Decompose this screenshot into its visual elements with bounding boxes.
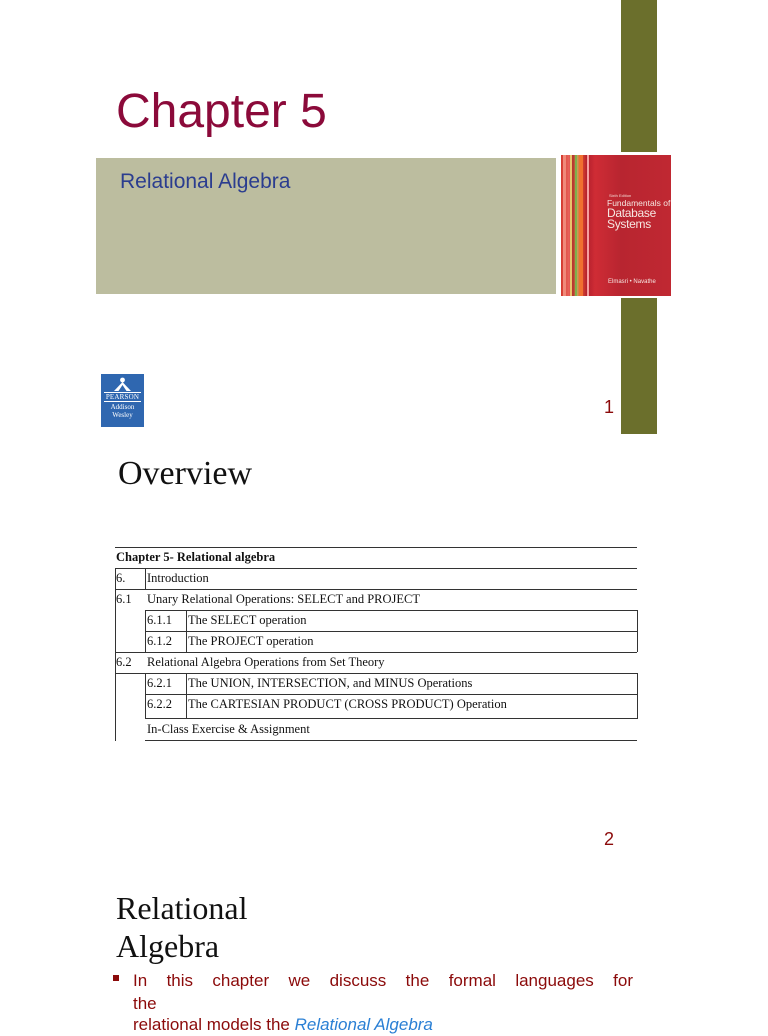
page-number: 1 bbox=[604, 397, 615, 417]
table-row-number: 6.2.2 bbox=[147, 697, 172, 711]
cover-stripe bbox=[587, 155, 589, 296]
cover-stripe bbox=[579, 155, 583, 296]
table-rule bbox=[145, 568, 146, 589]
table-rule bbox=[145, 740, 637, 741]
table-rule bbox=[145, 610, 146, 652]
book-cover-image bbox=[561, 155, 671, 296]
table-rule bbox=[115, 547, 637, 548]
slide-title: Relational Algebra bbox=[116, 890, 248, 964]
bullet-text-line2: the bbox=[133, 994, 157, 1013]
table-rule bbox=[145, 610, 637, 611]
pearson-figure-icon bbox=[101, 377, 144, 391]
table-row-text: The CARTESIAN PRODUCT (CROSS PRODUCT) Operation bbox=[188, 697, 507, 711]
pearson-logo-line3: Wesley bbox=[112, 411, 133, 419]
book-edition: Sixth Edition bbox=[609, 193, 632, 198]
toc-table bbox=[115, 547, 637, 742]
table-row-text: The SELECT operation bbox=[188, 613, 307, 627]
book-title-line2: Database bbox=[607, 206, 656, 220]
pearson-logo-line2: Addison bbox=[110, 403, 135, 411]
slide-title: Chapter 5 bbox=[116, 85, 327, 138]
table-rule bbox=[115, 652, 637, 653]
cover-stripe bbox=[570, 155, 572, 296]
bullet-icon bbox=[113, 975, 119, 981]
table-row-text: Relational Algebra Operations from Set Theory bbox=[147, 655, 385, 669]
table-rule bbox=[637, 673, 638, 719]
pearson-logo bbox=[101, 374, 144, 427]
table-rule bbox=[186, 673, 187, 719]
book-title-line1: Fundamentals of bbox=[607, 198, 671, 208]
slide-title: Overview bbox=[118, 455, 253, 492]
table-row-number: 6.1.1 bbox=[147, 613, 172, 627]
cover-stripe bbox=[563, 155, 566, 296]
bullet-text-prefix: relational models the bbox=[133, 1015, 295, 1034]
table-rule bbox=[145, 718, 637, 719]
table-row-text: The PROJECT operation bbox=[188, 634, 314, 648]
table-row-number: 6.2 bbox=[116, 655, 132, 669]
accent-bar-bottom bbox=[621, 298, 657, 434]
table-rule bbox=[145, 694, 637, 695]
table-row-text: In-Class Exercise & Assignment bbox=[147, 722, 310, 736]
table-row-text: Introduction bbox=[147, 571, 209, 585]
table-row-number: 6.2.1 bbox=[147, 676, 172, 690]
table-row-number: 6.1 bbox=[116, 592, 132, 606]
bullet-text-line1: In this chapter we discuss the formal languages for bbox=[133, 971, 633, 990]
table-rule bbox=[145, 673, 146, 719]
table-header: Chapter 5- Relational algebra bbox=[116, 550, 276, 564]
book-title bbox=[607, 199, 671, 230]
slide-subtitle: Relational Algebra bbox=[120, 170, 291, 193]
cover-stripe bbox=[575, 155, 577, 296]
bullet-text-emphasis: Relational Algebra bbox=[294, 1015, 433, 1034]
table-rule bbox=[637, 610, 638, 652]
table-row-text: The UNION, INTERSECTION, and MINUS Operations bbox=[188, 676, 473, 690]
book-authors: Elmasri • Navathe bbox=[608, 279, 656, 285]
table-row-number: 6. bbox=[116, 571, 126, 585]
accent-bar-top bbox=[621, 0, 657, 152]
table-rule bbox=[115, 568, 637, 569]
page-number: 2 bbox=[604, 829, 615, 849]
table-rule bbox=[115, 589, 637, 590]
pearson-logo-name: PEARSON bbox=[105, 393, 140, 401]
table-rule bbox=[186, 610, 187, 652]
table-row-text: Unary Relational Operations: SELECT and PROJECT bbox=[147, 592, 420, 606]
bullet-text-line3 bbox=[133, 1014, 433, 1036]
book-title-line3: Systems bbox=[607, 217, 651, 231]
table-rule bbox=[145, 631, 637, 632]
table-row-number: 6.1.2 bbox=[147, 634, 172, 648]
table-rule bbox=[115, 673, 637, 674]
